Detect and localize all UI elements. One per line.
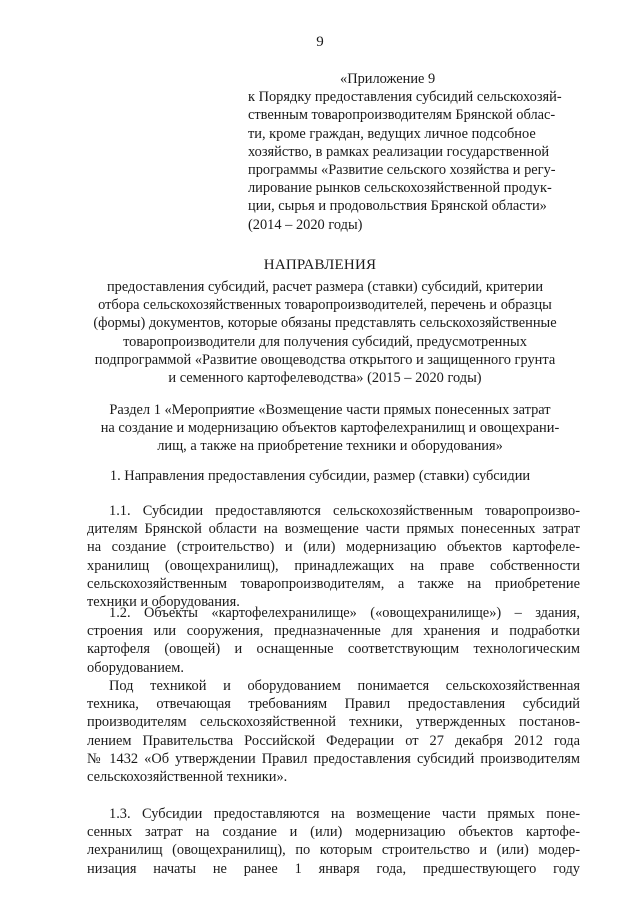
paragraph-line: производителям сельскохозяйственной техники, утвержденных постанов- xyxy=(87,714,580,731)
annex-line: «Приложение 9 xyxy=(340,71,436,87)
paragraph-line: строения или сооружения, предназначенные для хранения и подработки xyxy=(87,623,580,640)
point-heading: 1. Направления предоставления субсидии, размер (ставки) субсидии xyxy=(109,468,531,484)
paragraph-line: низация начаты не ранее 1 января года, предшествующего году xyxy=(87,860,580,877)
section-title xyxy=(60,401,600,456)
annex-line: хозяйство, в рамках реализации государственной xyxy=(248,143,550,160)
subtitle-line: товаропроизводители для получения субсидий, предусмотренных xyxy=(123,333,527,350)
paragraph-line: хранилищ (овощехранилищ), принадлежащих на праве собственности xyxy=(87,557,580,574)
paragraph-line: техники и оборудования. xyxy=(87,594,240,611)
paragraph-line: дителям Брянской области на возмещение части прямых понесенных затрат xyxy=(87,521,580,538)
paragraph-line: лением Правительства Российской Федерации от 27 декабря 2012 года xyxy=(87,732,580,749)
paragraph-1-1 xyxy=(87,502,580,611)
annex-line: к Порядку предоставления субсидий сельскохозяй- xyxy=(248,89,562,106)
paragraph-line: техника, отвечающая требованиям Правил предоставления субсидий xyxy=(87,696,580,713)
paragraph-line: № 1432 «Об утверждении Правил предоставления субсидий производителям xyxy=(87,750,580,767)
paragraph-1-3 xyxy=(87,805,580,878)
annex-line: (2014 – 2020 годы) xyxy=(248,216,363,233)
annex-header xyxy=(248,70,586,234)
paragraph-line: сенных затрат на создание и (или) модернизацию объектов картофе- xyxy=(87,824,580,841)
paragraph-line: 1.1. Субсидии предоставляются сельскохозяйственным товаропроизво- xyxy=(109,503,580,519)
subtitle-line: предоставления субсидий, расчет размера (ставки) субсидий, критерии xyxy=(106,279,544,295)
paragraph-line: Под техникой и оборудованием понимается сельскохозяйственная xyxy=(109,678,580,694)
subtitle-line: и семенного картофелеводства» (2015 – 2020 годы) xyxy=(168,370,482,387)
annex-line: ции, сырья и продовольствия Брянской области» xyxy=(248,198,547,215)
paragraph-line: на создание (строительство) и (или) модернизацию объектов картофеле- xyxy=(87,539,580,556)
section-title-line: Раздел 1 «Мероприятие «Возмещение части прямых понесенных затрат xyxy=(109,402,551,418)
paragraph-line: картофеля (овощей) и оснащенные соответствующим технологическим xyxy=(87,641,580,658)
annex-line: ти, кроме граждан, ведущих личное подсобное xyxy=(248,125,536,142)
subtitle-line: подпрограммой «Развитие овощеводства открытого и защищенного грунта xyxy=(94,351,556,368)
document-heading: НАПРАВЛЕНИЯ xyxy=(263,257,377,273)
section-title-line: лищ, а также на приобретение техники и оборудования» xyxy=(157,438,503,455)
paragraph-line: 1.3. Субсидии предоставляются на возмещение части прямых понe- xyxy=(109,806,580,822)
paragraph-line: сельскохозяйственной техники». xyxy=(87,769,288,786)
paragraph-equipment xyxy=(87,677,580,786)
paragraph-1-2 xyxy=(87,604,580,677)
page-number: 9 xyxy=(316,34,324,50)
subtitle-line: отбора сельскохозяйственных товаропроизводителей, перечень и образцы xyxy=(98,297,552,314)
document-subtitle xyxy=(60,278,590,387)
subtitle-line: (формы) документов, которые обязаны представлять сельскохозяйственные xyxy=(93,315,557,332)
annex-line: ственным товаропроизводителям Брянской облас- xyxy=(248,107,556,124)
paragraph-line: сельскохозяйственным товаропроизводителям, а также на приобретение xyxy=(87,575,580,592)
paragraph-line: 1.2. Объекты «картофелехранилище» («овощехранилище») – здания, xyxy=(109,605,580,621)
paragraph-line: лехранилищ (овощехранилищ), по которым строительство и (или) модер- xyxy=(87,842,580,859)
paragraph-line: оборудованием. xyxy=(87,659,185,676)
annex-line: лирование рынков сельскохозяйственной продук- xyxy=(248,180,552,197)
annex-line: программы «Развитие сельского хозяйства и регу- xyxy=(248,162,556,179)
section-title-line: на создание и модернизацию объектов картофелехранилищ и овощехрани- xyxy=(100,420,560,437)
